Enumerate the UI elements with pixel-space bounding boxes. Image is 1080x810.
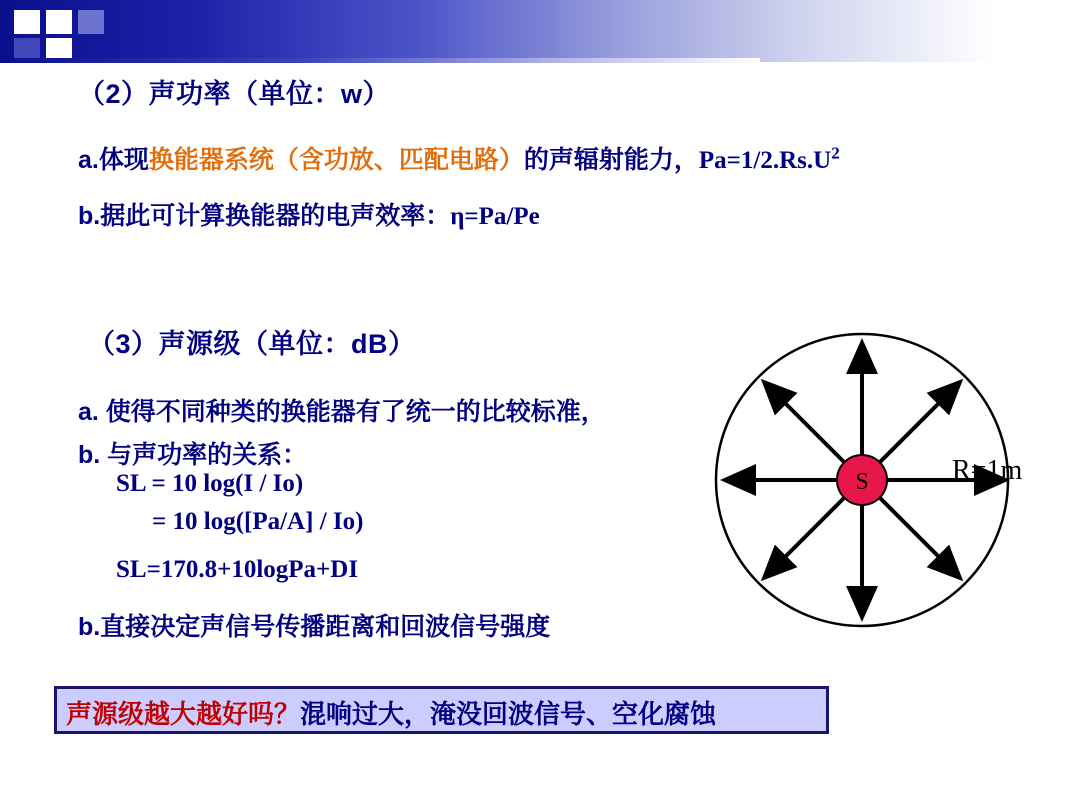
section-2-heading: （2）声功率（单位：w） — [78, 79, 391, 109]
section-2-line-a — [78, 140, 840, 176]
highlight-answer: 混响过大，淹没回波信号、空化腐蚀 — [300, 699, 717, 729]
section-2-line-b-prefix: b.据此可计算换能器的电声效率： — [78, 202, 451, 230]
equation-3: SL=170.8+10logPa+DI — [116, 556, 359, 583]
radius-label: R=1m — [952, 455, 1023, 486]
band-underline — [0, 58, 760, 63]
top-decorative-band — [0, 0, 1080, 62]
section-3-line-c: b.直接决定声信号传播距离和回波信号强度 — [78, 613, 551, 641]
equation-1: SL = 10 log(I / Io) — [116, 470, 304, 497]
highlight-question: 声源级越大越好吗？ — [66, 699, 301, 729]
equation-2: = 10 log([Pa/A] / Io) — [152, 508, 364, 535]
section-2-line-a-formula: Pa=1/2.Rs.U — [698, 147, 832, 174]
section-2-line-b — [78, 196, 540, 232]
source-label: S — [855, 469, 869, 495]
decor-square-5 — [78, 10, 104, 34]
section-2-line-a-mid: 的声辐射能力 — [523, 146, 674, 174]
section-2-line-a-prefix: a.体现 — [78, 146, 149, 174]
decor-square-2 — [46, 10, 72, 34]
section-2-line-a-comma: ， — [673, 146, 699, 174]
section-3-line-a: a. 使得不同种类的换能器有了统一的比较标准， — [78, 398, 606, 426]
section-3-heading: （3）声源级（单位：dB） — [88, 329, 416, 359]
section-3-line-b: b. 与声功率的关系： — [78, 441, 308, 469]
section-2-line-b-formula: η=Pa/Pe — [450, 203, 540, 230]
section-2-line-a-formula-exponent: 2 — [831, 143, 840, 163]
highlight-box-text — [66, 694, 716, 731]
decor-square-1 — [14, 10, 40, 34]
section-2-line-a-highlight: 换能器系统（含功放、匹配电路） — [148, 146, 524, 174]
